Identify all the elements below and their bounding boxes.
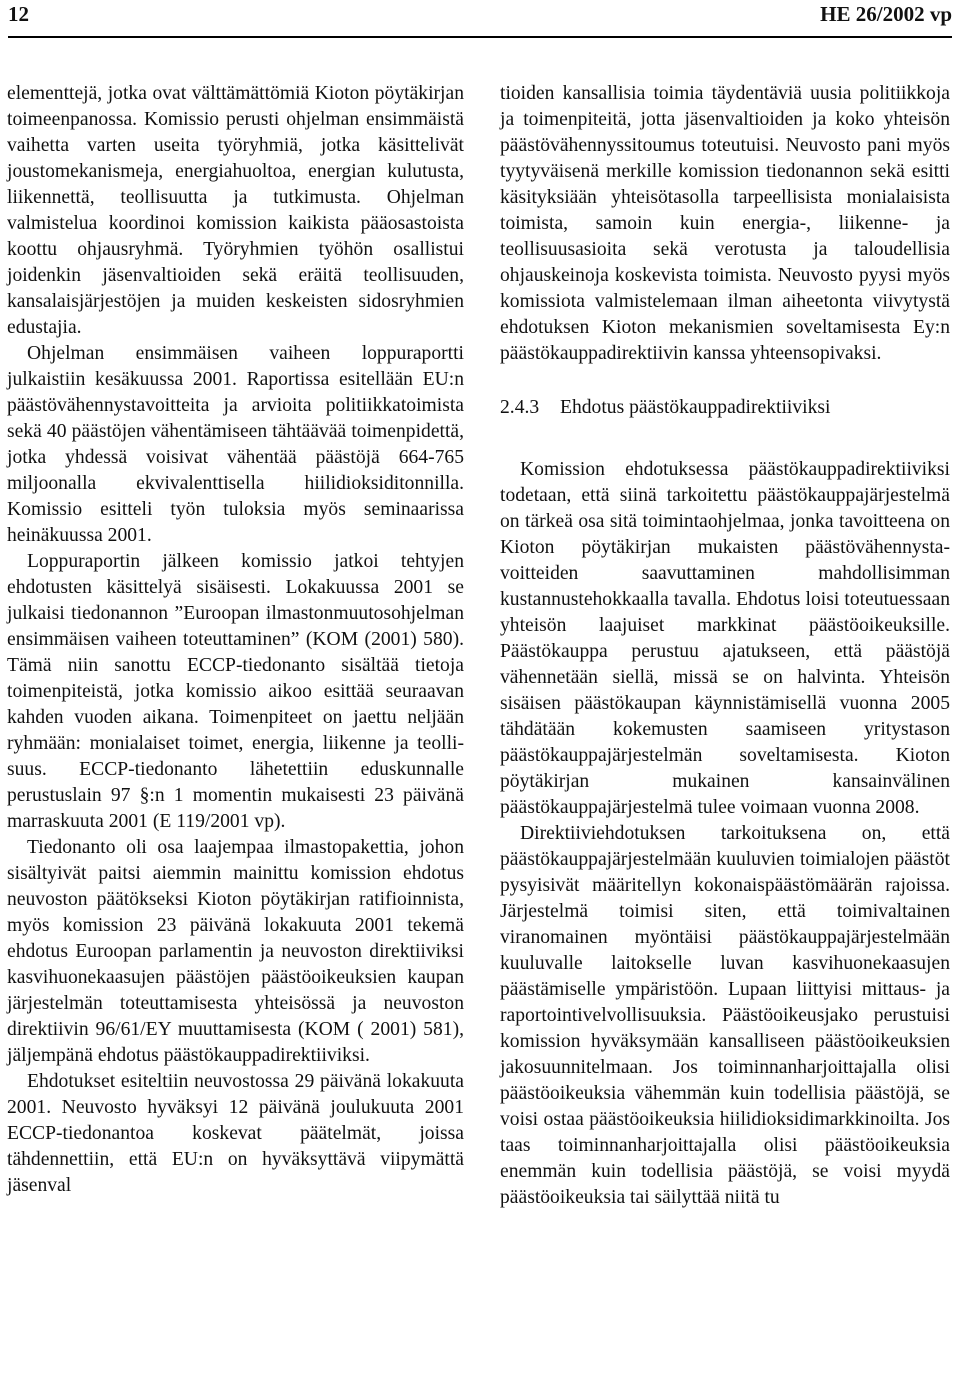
left-column — [7, 81, 464, 1199]
section-title: Ehdotus päästökauppadirektiiviksi — [560, 397, 831, 418]
section-number: 2.4.3 — [500, 397, 540, 418]
section-heading — [500, 395, 950, 421]
paragraph: Komission ehdotuksessa päästökauppadirektiiviksi todetaan, että siinä tarkoitettu päästökauppajärjestelmä on tärkeä osa sitä toimintaohjelmaa, jonka tavoitteena on Kioton pöytäkirjan mukaisten päästövähennystavoitteiden saavuttaminen mahdollisimman kustannustehokkaalla tavalla. Ehdotus loisi toteutuessaan yhteisön laajuiset markkinat päästöoikeuksille. Päästökauppa perustuu ajatukseen, että päästöjä vähennetään siellä, missä se on halvinta. Yhteisön sisäisen päästökaupan käynnistämisellä vuonna 2005 tähdätään kokemusten saamiseen yritystason päästökauppajärjestelmän soveltamisesta. Kioton pöytäkirjan mukainen kansainvälinen päästökauppajärjestelmä tulee voimaan vuonna 2008. — [500, 459, 950, 818]
right-column — [500, 81, 950, 1211]
paragraph: Ehdotukset esiteltiin neuvostossa 29 päivänä lokakuuta 2001. Neuvosto hyväksyi 12 päivänä joulukuuta 2001 ECCP-tiedonantoa koskevat päätelmät, joissa tähdennettiin, että EU:n on hyväksyttävä viipymättä jäsenval — [7, 1071, 464, 1196]
paragraph: Tiedonanto oli osa laajempaa ilmastopakettia, johon sisältyivät paitsi aiemmin mainittu komission ehdotus neuvoston päätökseksi Kioton pöytäkirjan ratifioinnista, myös komission 23 päivänä lokakuuta 2001 tekemä ehdotus Euroopan parlamentin ja neuvoston direktiiviksi kasvihuonekaasujen päästöjen päästöoikeuksien kaupan järjestelmän toteuttamisesta yhteisössä ja neuvoston direktiivin 96/61/EY muuttamisesta (KOM ( 2001) 581), jäljempänä ehdotus päästökauppadirektiiviksi. — [7, 837, 464, 1066]
paragraph: tioiden kansallisia toimia täydentäviä uusia politiikkoja ja toimenpiteitä, jotta jäsenvaltioiden ja koko yhteisön päästövähennyssitoumus toteutuisi. Neuvosto pani myös tyytyväisenä merkille komission tiedonannon sekä esitti käsityksiään yhteisötasolla tarpeellisista monialaisista toimista, samoin kuin energia-, liikenne- ja teollisuusasioita sekä verotusta ja taloudellisia ohjauskeinoja koskevista toimista. Neuvosto pyysi myös komissiota valmistelemaan ilman aiheetonta viivytystä ehdotuksen Kioton mekanismien soveltamisesta Ey:n päästökauppadirektiivin kanssa yhteensopivaksi. — [500, 83, 950, 364]
paragraph: Direktiiviehdotuksen tarkoituksena on, että päästökauppajärjestelmään kuuluvien toimialojen päästöt pysyisivät määritellyn kokonaispäästömäärän rajoissa. Järjestelmä toimisi siten, että toimivaltainen viranomainen myöntäisi päästökauppajärjestelmään kuuluvalle laitokselle luvan kasvihuonekaasujen päästämiselle ympäristöön. Lupaan liittyisi mittaus- ja raportointivelvollisuuksia. Päästöoikeusjako perustuisi komission hyväksymään kansalliseen päästöoikeuksien jakosuunnitelmaan. Jos toiminnanharjoittajalla olisi päästöoikeuksia vähemmän kuin todellisia päästöjä, se voisi ostaa päästöoikeuksia hiilidioksidimarkkinoilta. Jos taas toiminnanharjoittajalla olisi päästöoikeuksia enemmän kuin todellisia päästöjä, se voisi myydä päästöoikeuksia tai säilyttää niitä tu — [500, 823, 950, 1208]
header-rule — [8, 36, 952, 38]
page-header — [8, 0, 952, 34]
paragraph: elementtejä, jotka ovat välttämättömiä Kioton pöytäkirjan toimeenpanossa. Komissio perusti ohjelman ensimmäistä vaihetta varten useita työryhmiä, jotka käsittelivät joustomekanismeja, energiahuoltoa, energian kulutusta, liikennettä, teollisuutta ja tutkimusta. Ohjelman valmistelua koordinoi komission kaikista pääosastoista koottu ohjausryhmä. Työryhmien työhön osallistui joidenkin jäsenvaltioiden sekä eräitä teollisuuden, kansalaisjärjestöjen ja muiden keskeisten sidosryhmien edustajia. — [7, 83, 464, 338]
document-id: HE 26/2002 vp — [820, 2, 952, 26]
paragraph: Ohjelman ensimmäisen vaiheen loppuraportti julkaistiin kesäkuussa 2001. Raportissa esitellään EU:n päästövähennystavoitteita ja arvioita politiikkatoimista sekä 40 päästöjen vähentämiseen tähtäävää toimenpidettä, jotka yhdessä voisivat vähentää päästöjä 664-765 miljoonalla ekvivalenttisella hiilidioksiditonnilla. Komissio esitteli työn tuloksia myös seminaarissa heinäkuussa 2001. — [7, 343, 464, 546]
page-number: 12 — [8, 2, 29, 26]
paragraph: Loppuraportin jälkeen komissio jatkoi tehtyjen ehdotusten käsittelyä sisäisesti. Lokakuussa 2001 se julkaisi tiedonannon ”Euroopan ilmastonmuutosohjelman ensimmäisen vaiheen toteuttaminen” (KOM (2001) 580). Tämä niin sanottu ECCP-tiedonanto sisältää tietoja toimenpiteistä, jotka komissio aikoo esittää seuraavan kahden vuoden aikana. Toimenpiteet on jaettu neljään ryhmään: monialaiset toimet, energia, liikenne ja teollisuus. ECCP-tiedonanto lähetettiin eduskunnalle perustuslain 97 §:n 1 momentin mukaisesti 23 päivänä marraskuuta 2001 (E 119/2001 vp). — [7, 551, 464, 832]
